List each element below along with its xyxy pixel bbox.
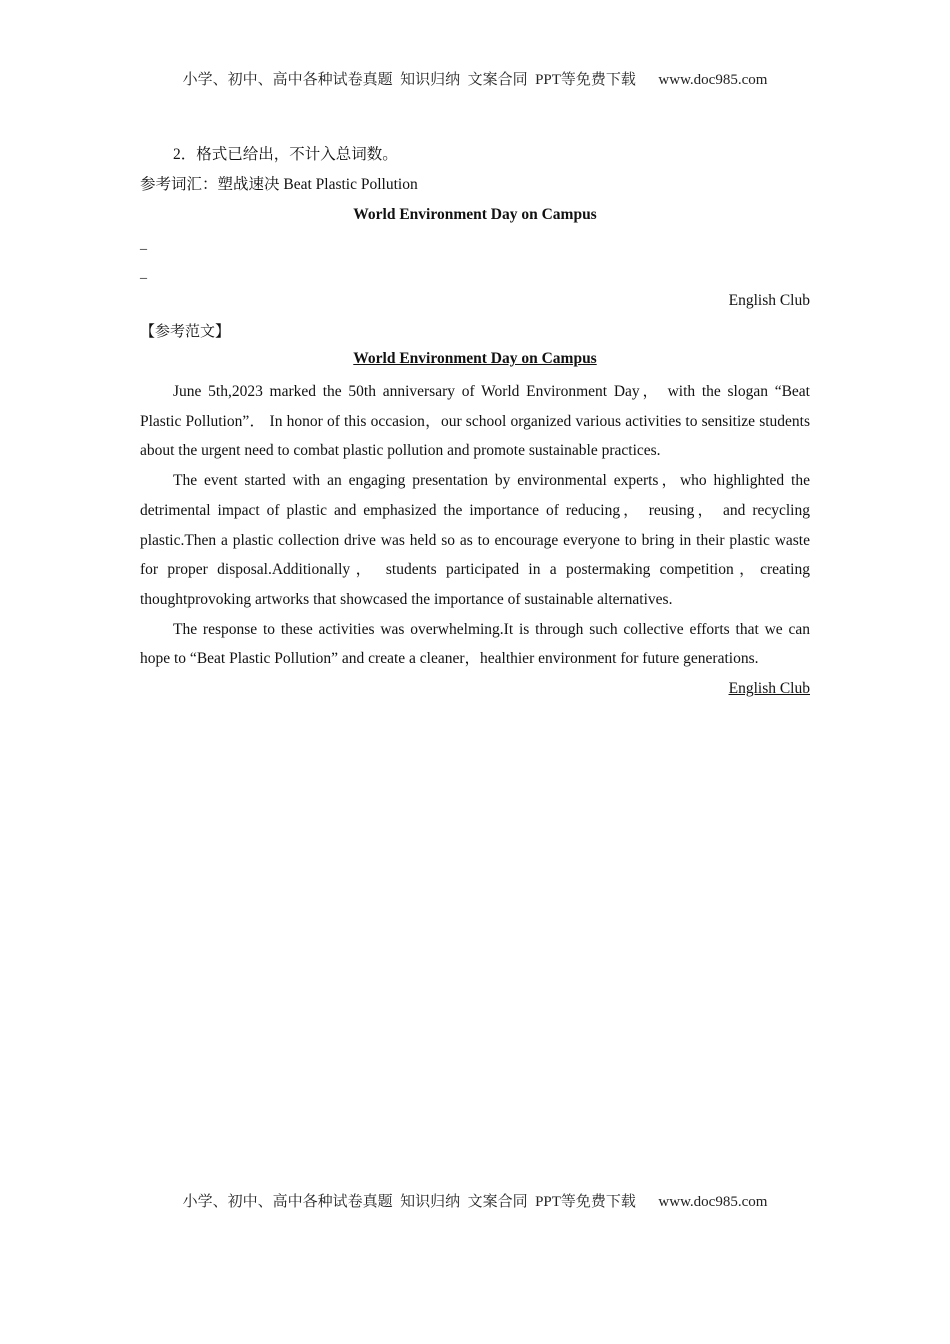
sample-paragraph-2: The event started with an engaging presentation by environmental experts，who highlighted the detrimental impact of plastic and emphasized the importance of reducing， reusing， and recycling plastic.Then a plastic collection drive was held so as to encourage everyone to bring in their plastic waste for proper disposal.Additionally， students participated in a postermaking competition，creating thoughtprovoking artworks that showcased the importance of sustainable alternatives. [140, 472, 810, 608]
answer-blank-line-2: _ [140, 266, 147, 281]
answer-blank-line-1: _ [140, 237, 147, 252]
page-footer: 小学、初中、高中各种试卷真题 知识归纳 文案合同 PPT等免费下载 www.doc985.com [182, 1194, 768, 1210]
sample-signature-text: English Club [728, 680, 810, 698]
sample-essay-title: World Environment Day on Campus [353, 350, 597, 367]
document-body [140, 140, 810, 704]
sample-paragraph-3: The response to these activities was overwhelming.It is through such collective efforts that we can hope to “Beat Plastic Pollution” and create a cleaner，healthier environment for future generations. [140, 620, 810, 668]
template-title: World Environment Day on Campus [353, 206, 597, 223]
page-header: 小学、初中、高中各种试卷真题 知识归纳 文案合同 PPT等免费下载 www.doc985.com [182, 72, 768, 88]
reference-vocabulary: 参考词汇：塑战速决 Beat Plastic Pollution [140, 176, 418, 193]
sample-paragraph-1: June 5th,2023 marked the 50th anniversary of World Environment Day， with the slogan “Beat Plastic Pollution”． In honor of this occasion，our school organized various activities to sensitize students about the urgent need to combat plastic pollution and promote sustainable practices. [140, 383, 810, 460]
sample-essay-label: 【参考范文】 [140, 322, 231, 340]
template-signature: English Club [728, 292, 810, 309]
instruction-item-2: 2．格式已给出，不计入总词数。 [173, 146, 398, 163]
sample-signature [140, 674, 810, 704]
